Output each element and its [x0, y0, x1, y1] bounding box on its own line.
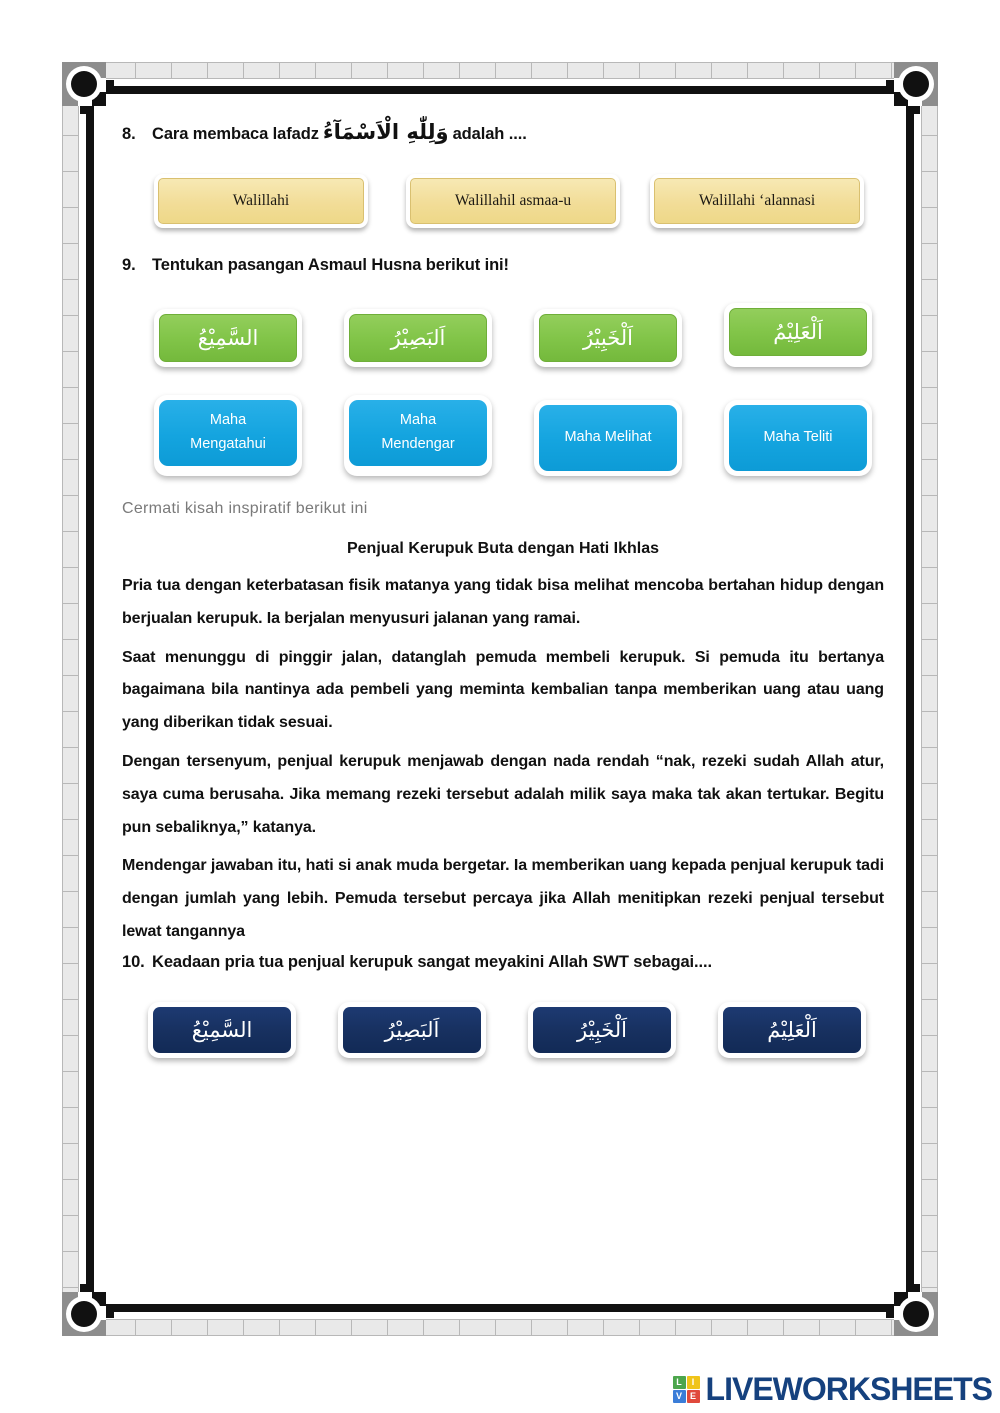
option-button-walillahi-alannasi[interactable] [650, 174, 864, 228]
meaning-option-line1: Maha Melihat [564, 429, 652, 446]
story-lead-text: Cermati kisah inspiratif berikut ini [122, 500, 368, 517]
arabic-option-label: السَّمِيْعُ [197, 326, 259, 350]
worksheet-content [122, 122, 884, 1058]
question-10-number: 10. [122, 952, 145, 971]
story-paragraph-4: Mendengar jawaban itu, hati si anak muda bergetar. Ia memberikan uang kepada penjual kerupuk tadi dengan jumlah yang lebih. Pemuda tersebut percaya jika Allah menitipkan rezeki penjual tersebut lewat tangannya [122, 857, 884, 940]
frame-corner-top-left-ornament [54, 54, 122, 122]
option-label: Walillahil asmaa-u [454, 192, 572, 209]
frame-corner-bottom-left-ornament [54, 1276, 122, 1344]
rivet-icon [903, 71, 929, 97]
option-label: Walillahi ‘alannasi [698, 192, 816, 209]
frame-corner-bottom-right-ornament [878, 1276, 946, 1344]
answer-option-label: اَلبَصِيْرُ [384, 1017, 440, 1042]
question-10 [122, 953, 884, 972]
frame-band-bottom [62, 1319, 938, 1336]
answer-option-al-basir[interactable] [338, 1002, 486, 1058]
question-8-options [154, 174, 916, 228]
meaning-option-maha-mendengar[interactable] [344, 395, 492, 476]
logo-cell-i: I [687, 1376, 700, 1389]
option-button-walillahi[interactable] [154, 174, 368, 228]
arabic-option-al-khabir[interactable] [534, 309, 682, 367]
story-paragraph-3: Dengan tersenyum, penjual kerupuk menjawab dengan nada rendah “nak, rezeki sudah Allah atur, saya cuma berusaha. Jika memang rezeki tersebut adalah milik saya maka tak akan tertukar. Begitu pun sebaliknya,” katanya. [122, 752, 884, 836]
frame-band-top [62, 62, 938, 79]
logo-grid-icon [673, 1376, 700, 1403]
frame-band-right [921, 62, 938, 1336]
meaning-option-line2: Mengatahui [190, 436, 266, 452]
answer-option-al-alim[interactable] [718, 1002, 866, 1058]
question-9 [122, 256, 884, 275]
story-paragraph-1: Pria tua dengan keterbatasan fisik matanya yang tidak bisa melihat mencoba bertahan hidup dengan berjualan kerupuk. Ia berjalan menyusuri jalanan yang ramai. [122, 577, 884, 627]
question-8-text [152, 122, 884, 144]
arabic-option-label: اَلْخَبِيْرُ [582, 326, 634, 350]
rivet-icon [903, 1301, 929, 1327]
meaning-option-maha-teliti[interactable] [724, 400, 872, 476]
question-8 [122, 122, 884, 144]
question-9-number: 9. [122, 256, 136, 274]
frame-band-left [62, 62, 79, 1336]
meaning-option-line1: Maha Teliti [763, 429, 833, 446]
answer-option-label: السَّمِيْعُ [191, 1017, 253, 1042]
meaning-option-line1: Maha [209, 412, 247, 429]
arabic-option-label: اَلْعَلِيْمُ [773, 320, 823, 344]
answer-option-al-khabir[interactable] [528, 1002, 676, 1058]
option-label: Walillahi [232, 192, 290, 209]
liveworksheets-logo[interactable] [673, 1373, 992, 1405]
question-8-arabic: وَلِلّٰهِ الْاَسْمَآءُ [322, 120, 449, 144]
question-8-text-before: Cara membaca lafadz [152, 125, 319, 143]
story-paragraph-2: Saat menunggu di pinggir jalan, datanglah pemuda membeli kerupuk. Si pemuda itu bertanya bagaimana bila nantinya ada pembeli yang meminta kembalian tanpa memberikan uang atau uang yang diberikan tidak sesuai. [122, 648, 884, 732]
question-9-text: Tentukan pasangan Asmaul Husna berikut ini! [152, 256, 509, 274]
logo-cell-v: V [673, 1390, 686, 1403]
question-10-text: Keadaan pria tua penjual kerupuk sangat meyakini Allah SWT sebagai.... [152, 952, 712, 971]
answer-option-label: اَلْخَبِيْرُ [576, 1017, 628, 1042]
arabic-option-al-alim[interactable] [724, 303, 872, 367]
meaning-option-line1: Maha [399, 412, 437, 429]
logo-wordmark: LIVEWORKSHEETS [705, 1371, 992, 1407]
frame-corner-top-right-ornament [878, 54, 946, 122]
frame-rule-left [86, 86, 94, 1312]
arabic-option-label: اَلبَصِيْرُ [390, 326, 446, 350]
meaning-option-maha-melihat[interactable] [534, 400, 682, 476]
story-title: Penjual Kerupuk Buta dengan Hati Ikhlas [346, 540, 660, 557]
option-button-walillahil-asmaa-u[interactable] [406, 174, 620, 228]
question-8-text-after: adalah .... [452, 125, 527, 143]
meaning-option-maha-mengatahui[interactable] [154, 395, 302, 476]
meaning-option-line2: Mendengar [381, 436, 455, 452]
logo-cell-l: L [673, 1376, 686, 1389]
logo-cell-e: E [687, 1390, 700, 1403]
rivet-icon [71, 1301, 97, 1327]
answer-option-as-sami[interactable] [148, 1002, 296, 1058]
arabic-option-al-basir[interactable] [344, 309, 492, 367]
frame-rule-bottom [86, 1304, 914, 1312]
frame-rule-right [906, 86, 914, 1312]
arabic-option-as-sami[interactable] [154, 309, 302, 367]
answer-option-label: اَلْعَلِيْمُ [767, 1017, 817, 1042]
question-9-arabic-options [154, 309, 916, 367]
question-9-meaning-options [154, 395, 916, 476]
question-8-number: 8. [122, 125, 136, 143]
frame-rule-top [86, 86, 914, 94]
question-10-arabic-options [148, 1002, 910, 1058]
rivet-icon [71, 71, 97, 97]
